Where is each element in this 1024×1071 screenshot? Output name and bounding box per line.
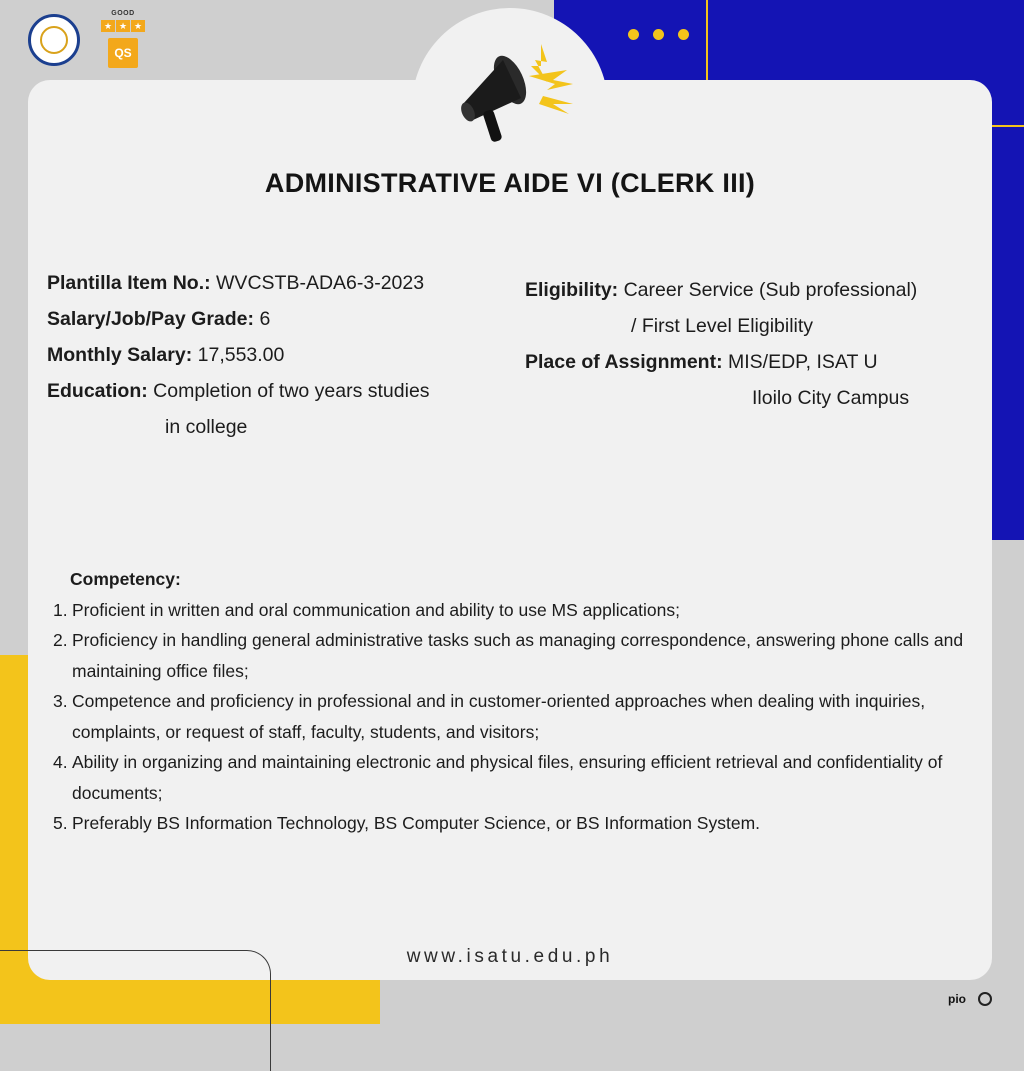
list-item-text: Competence and proficiency in professional and in customer-oriented approaches when dealing with inquiries, complaints, or request of staff, faculty, students, and visitors; [72, 691, 926, 742]
detail-value: WVCSTB-ADA6-3-2023 [216, 272, 425, 294]
detail-value-continued: / First Level Eligibility [631, 315, 814, 337]
decorative-line [0, 950, 271, 1071]
list-item [53, 625, 970, 686]
detail-value-continued: in college [165, 416, 248, 438]
detail-label: Salary/Job/Pay Grade: [47, 308, 255, 330]
list-item [53, 808, 970, 839]
detail-value: MIS/EDP, ISAT U [728, 351, 878, 373]
detail-monthly-salary [47, 337, 517, 373]
list-item-number: 5. [53, 813, 68, 833]
detail-label: Place of Assignment: [525, 351, 723, 373]
competency-heading: Competency: [70, 569, 181, 589]
list-item-text: Proficiency in handling general administrative tasks such as managing correspondence, answering phone calls and maintaining office files; [72, 630, 964, 681]
star-icon: ★ [101, 20, 115, 32]
detail-value: Career Service (Sub professional) [623, 279, 918, 301]
qs-rating-badge [100, 10, 146, 68]
competency-section [53, 564, 970, 839]
pio-logo: pio [948, 992, 966, 1006]
list-item-number: 1. [53, 599, 68, 620]
list-item-number: 4. [53, 752, 68, 772]
list-item-text: Preferably BS Information Technology, BS Computer Science, or BS Information System. [72, 813, 761, 833]
star-icon: ★ [131, 20, 145, 32]
list-item [53, 686, 970, 747]
detail-value: 17,553.00 [197, 344, 285, 366]
list-item-number: 3. [53, 691, 68, 711]
qs-stars [100, 20, 146, 32]
detail-label: Education: [47, 380, 148, 402]
detail-education [47, 373, 517, 445]
detail-value: Completion of two years studies [153, 380, 430, 402]
list-item-number: 2. [53, 630, 68, 650]
university-seal-icon [28, 14, 80, 66]
seal-icon [978, 992, 992, 1006]
qs-rating-label: GOOD [111, 10, 135, 17]
list-item [53, 595, 970, 626]
job-title: ADMINISTRATIVE AIDE VI (CLERK III) [264, 168, 756, 198]
detail-pay-grade [47, 301, 517, 337]
detail-label: Plantilla Item No.: [47, 272, 211, 294]
job-details-left [47, 265, 517, 445]
job-details-right [525, 272, 995, 416]
star-icon: ★ [116, 20, 130, 32]
detail-value: 6 [259, 308, 271, 330]
qs-logo: QS [108, 38, 138, 68]
detail-plantilla [47, 265, 517, 301]
detail-place-of-assignment [525, 344, 995, 416]
list-item [53, 747, 970, 808]
detail-label: Eligibility: [525, 279, 619, 301]
list-item-text: Proficient in written and oral communication and ability to use MS applications; [72, 599, 680, 620]
detail-eligibility [525, 272, 995, 344]
job-card [28, 80, 992, 980]
list-item-text: Ability in organizing and maintaining electronic and physical files, ensuring efficient retrieval and confidentiality of documents; [72, 752, 943, 803]
website-url: www.isatu.edu.ph [406, 946, 614, 967]
detail-label: Monthly Salary: [47, 344, 193, 366]
decorative-dots [628, 29, 689, 40]
detail-value-continued: Iloilo City Campus [752, 387, 910, 409]
megaphone-icon [455, 40, 580, 150]
competency-list [53, 595, 970, 839]
